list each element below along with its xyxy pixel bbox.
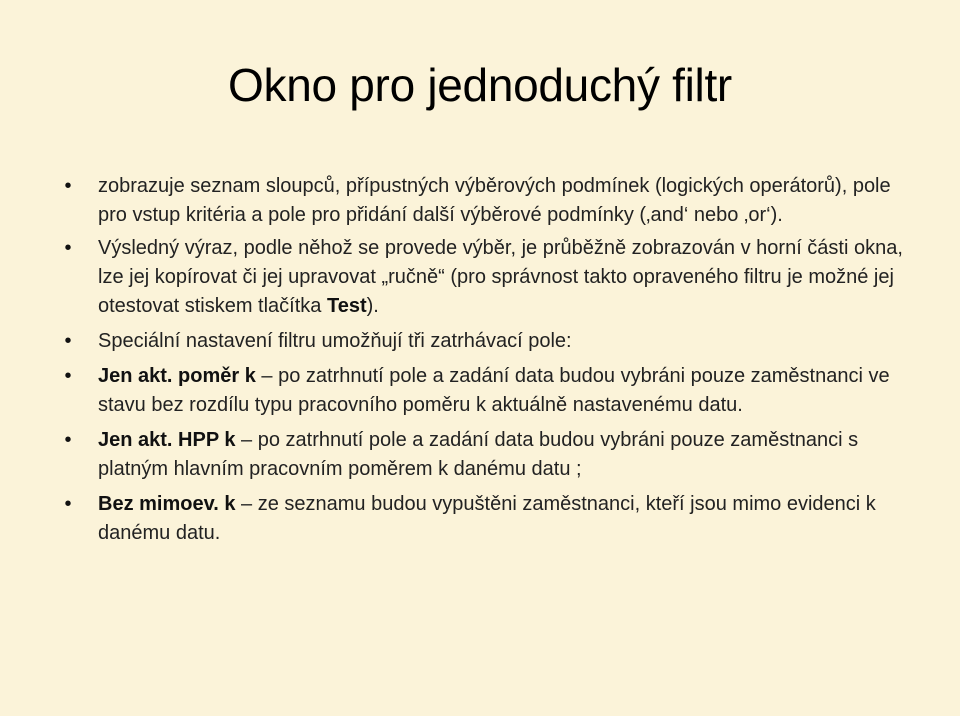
bullet-dot-icon: • (64, 237, 72, 259)
bullet-text-after: – po zatrhnutí pole a zadání data budou vybráni pouze zaměstnanci ve stavu bez rozdílu typu pracovního poměru k aktuálně nastavenému datu. (98, 365, 890, 416)
bullet-bold-text: Test (326, 295, 367, 317)
bullet-item-3 (60, 327, 920, 356)
bullet-item-6 (60, 490, 920, 548)
bullet-item-5 (60, 426, 920, 484)
bullet-text: zobrazuje seznam sloupců, přípustných výběrových podmínek (logických operátorů), pole pro vstup kritéria a pole pro přidání další výběrové podmínky (‚and‘ nebo ‚or‘). (98, 175, 891, 226)
slide-title: Okno pro jednoduchý filtr (228, 59, 732, 111)
bullet-text-after: – po zatrhnutí pole a zadání data budou vybráni pouze zaměstnanci s platným hlavním pracovním poměrem k danému datu ; (98, 429, 859, 480)
bullet-dot-icon: • (64, 330, 72, 352)
bullet-item-4 (60, 362, 920, 420)
bullet-text: Výsledný výraz, podle něhož se provede výběr, je průběžně zobrazován v horní části okna, lze jej kopírovat či jej upravovat „ručně“ (pro správnost takto opraveného filtru je možné jej otestovat stiskem tlačítka (98, 237, 903, 317)
bullet-bold-text: Bez mimoev. k (98, 493, 236, 515)
bullet-list (60, 172, 920, 554)
bullet-item-2 (60, 234, 920, 321)
bullet-dot-icon: • (64, 365, 72, 387)
bullet-bold-text: Jen akt. poměr k (98, 365, 256, 387)
bullet-text: Speciální nastavení filtru umožňují tři zatrhávací pole: (98, 330, 572, 352)
bullet-dot-icon: • (64, 429, 72, 451)
bullet-text-after: ). (366, 295, 379, 317)
bullet-text-after: – ze seznamu budou vypuštěni zaměstnanci, kteří jsou mimo evidenci k danému datu. (98, 493, 876, 544)
bullet-dot-icon: • (64, 493, 72, 515)
bullet-bold-text: Jen akt. HPP k (98, 429, 236, 451)
bullet-dot-icon: • (64, 175, 72, 197)
bullet-item-1 (60, 172, 920, 230)
